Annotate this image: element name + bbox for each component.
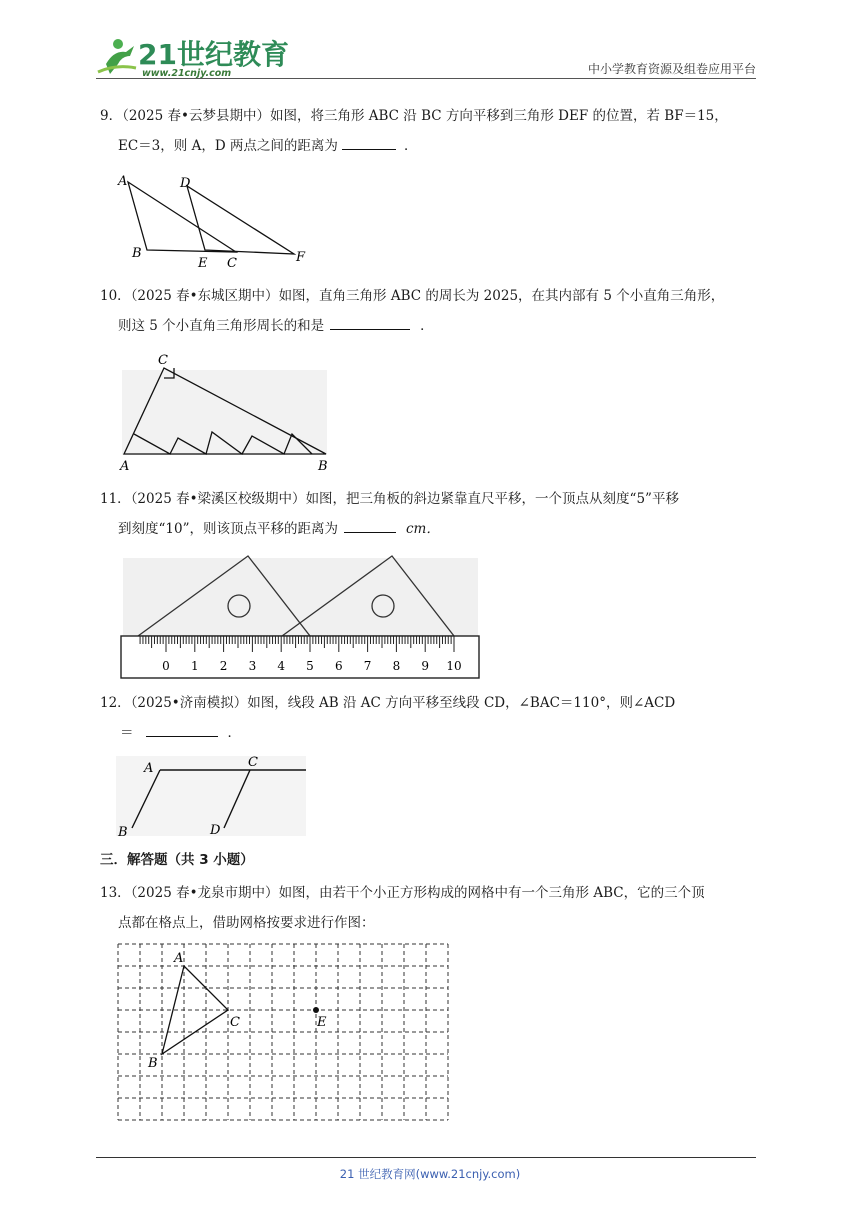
q12-line1 [100,688,760,718]
q10-text2: 则这 5 个小直角三角形周长的和是 [118,318,325,334]
q9-answer-blank[interactable] [342,135,396,150]
q9-source: （2025 春•云梦县期中） [122,108,270,124]
ruler-label: 1 [190,659,199,673]
header-divider [96,78,756,79]
logo-text: 21世纪教育 [138,38,289,71]
q11-unit: cm． [405,521,440,537]
q13-line2: 点都在格点上，借助网格按要求进行作图： [118,915,375,931]
q11-line1 [100,484,760,514]
q10-label-c: C [158,353,168,368]
q9-label-a: A [118,174,128,189]
question-12 [100,688,760,748]
q12-answer-blank[interactable] [146,722,218,737]
ruler-label: 2 [219,659,228,673]
question-13 [100,878,760,938]
q9-text1: 如图，将三角形 ABC 沿 BC 方向平移到三角形 DEF 的位置，若 BF＝15， [269,108,728,124]
ruler-label: 7 [363,659,372,673]
q12-text3: ． [227,725,241,741]
q13-number: 13． [100,885,131,901]
q12-text2: ＝ [120,725,134,741]
q13-line1 [100,878,760,908]
platform-name: 中小学教育资源及组卷应用平台 [587,62,756,76]
footer-divider [96,1157,756,1158]
footer-text: 21 世纪教育网(www.21cnjy.com) [339,1167,521,1181]
q9-label-f: F [296,250,306,265]
q9-line2 [100,131,760,161]
q12-line2 [100,718,760,748]
q11-source: （2025 春•梁溪区校级期中） [130,491,306,507]
q13-label-c: C [230,1015,240,1030]
ruler-label: 0 [162,659,170,673]
q9-label-c: C [227,256,237,271]
q11-number: 11． [100,491,131,507]
q10-line1 [100,281,760,311]
question-9 [100,101,760,161]
point-e [313,1007,319,1013]
q9-text2: EC＝3，则 A，D 两点之间的距离为 [118,138,338,154]
q13-label-b: B [148,1056,158,1071]
logo-url: www.21cnjy.com [142,68,232,79]
q10-text1: 如图，直角三角形 ABC 的周长为 2025，在其内部有 5 个小直角三角形， [278,288,725,304]
q10-number: 10． [100,288,131,304]
q10-line2 [100,311,760,341]
q12-label-c: C [248,755,258,770]
q13-label-a: A [174,951,184,966]
q10-text3: ． [420,318,434,334]
logo [96,34,289,82]
q13-label-e: E [317,1015,327,1030]
ruler-label: 3 [248,659,257,673]
q10-label-b: B [318,459,328,474]
q13-grid-figure [116,942,450,1124]
q12-figure [112,752,312,842]
q9-number: 9． [100,108,123,124]
q13-source: （2025 春•龙泉市期中） [130,885,279,901]
q10-figure [112,350,332,472]
q12-label-a: A [144,761,154,776]
q9-figure [110,168,310,271]
q12-number: 12． [100,695,131,711]
q12-label-b: B [118,825,128,840]
q10-answer-blank[interactable] [330,315,410,330]
logo-graphic [96,34,289,82]
ruler-label: 10 [446,659,462,673]
ruler-label: 5 [306,659,314,673]
q11-text2: 到刻度“10”，则该顶点平移的距离为 [118,521,338,537]
q12-label-d: D [210,823,221,838]
ruler-label: 8 [392,659,401,673]
q11-answer-blank[interactable] [344,518,396,533]
q10-source: （2025 春•东城区期中） [130,288,279,304]
q9-label-b: B [132,246,142,261]
q9-label-d: D [180,176,191,191]
ruler-label: 4 [277,659,286,673]
q12-text1: 如图，线段 AB 沿 AC 方向平移至线段 CD，∠BAC＝110°，则∠ACD [247,695,676,711]
q9-text3: ． [403,138,418,154]
section-heading: 三．解答题（共 3 小题） [100,852,254,868]
q12-source: （2025•济南模拟） [130,695,248,711]
q10-label-a: A [120,459,130,474]
ruler-label: 6 [334,659,343,673]
q11-line2 [100,514,760,544]
q11-figure [118,550,482,682]
ruler-label: 9 [421,659,430,673]
q9-line1 [100,101,760,131]
q13-text1: 如图，由若干个小正方形构成的网格中有一个三角形 ABC，它的三个顶 [278,885,705,901]
question-11 [100,484,760,544]
q9-label-e: E [198,256,208,271]
question-10 [100,281,760,341]
q11-text1: 如图，把三角板的斜边紧靠直尺平移，一个顶点从刻度“5”平移 [305,491,679,507]
